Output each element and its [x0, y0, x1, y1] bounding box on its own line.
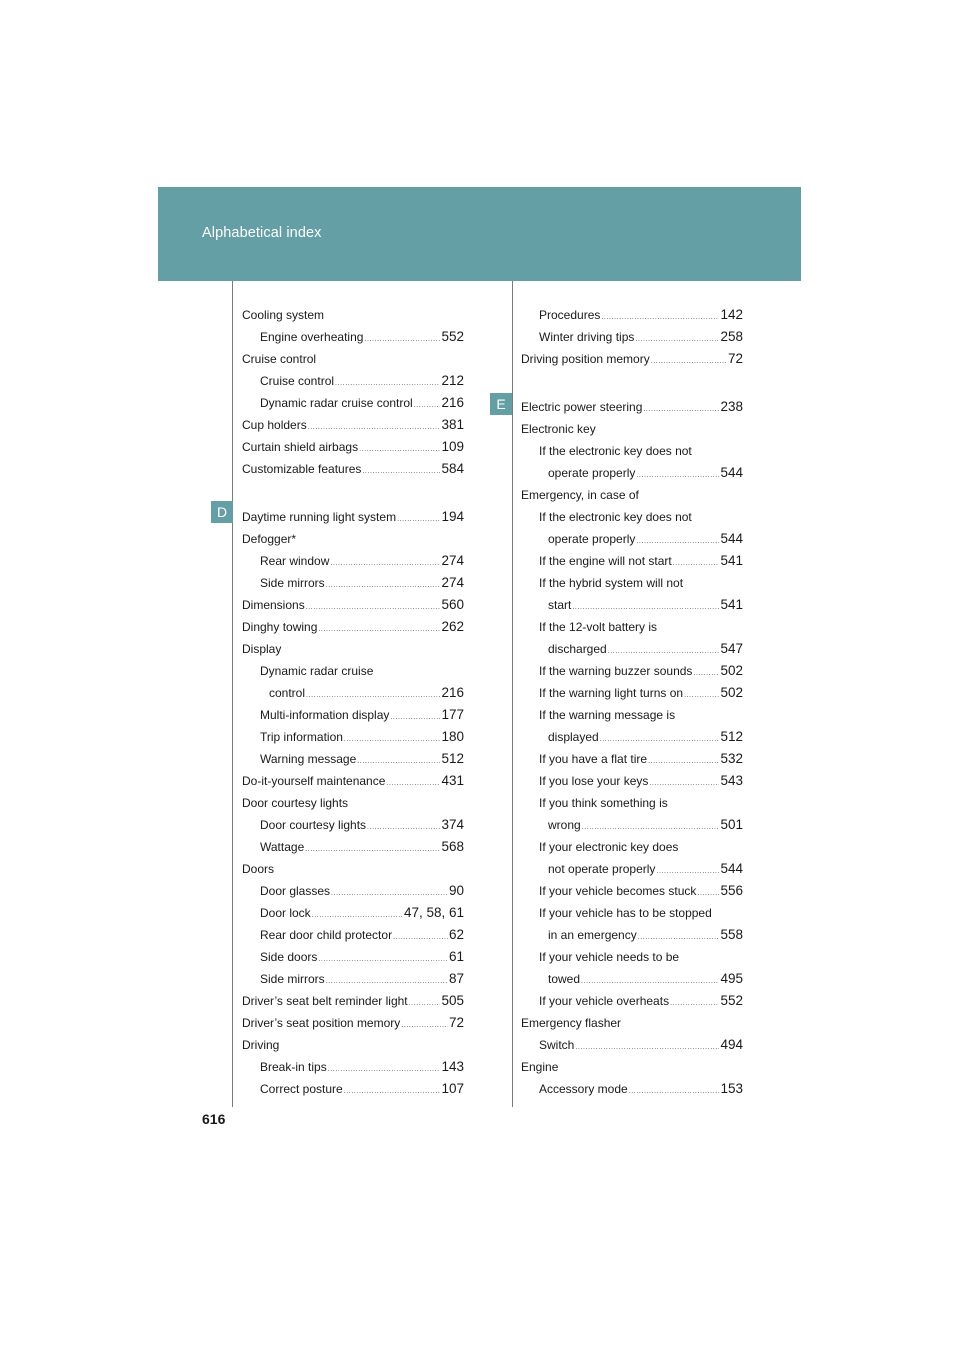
index-entry	[521, 726, 743, 748]
index-entry	[521, 440, 743, 462]
dot-leader	[359, 446, 440, 453]
index-entry-text: Doors	[242, 862, 275, 876]
index-entry-text: discharged	[548, 642, 607, 656]
index-page-ref[interactable]: 274	[441, 575, 464, 590]
index-page-ref[interactable]: 568	[441, 839, 464, 854]
dot-leader	[326, 978, 448, 985]
page-number: 616	[202, 1111, 226, 1127]
index-entry	[242, 594, 464, 616]
index-page-ref[interactable]: 62	[448, 927, 464, 942]
dot-leader	[649, 780, 719, 787]
index-page-ref[interactable]: 381	[441, 417, 464, 432]
index-page-ref[interactable]: 212	[441, 373, 464, 388]
index-entry	[242, 458, 464, 480]
index-page-ref[interactable]: 512	[441, 751, 464, 766]
index-entry-text: Switch	[539, 1038, 575, 1052]
index-entry-text: Electronic key	[521, 422, 596, 436]
index-entry	[242, 880, 464, 902]
index-entry	[521, 792, 743, 814]
dot-leader	[364, 336, 440, 343]
index-entry-text: Display	[242, 642, 282, 656]
index-page-ref[interactable]: 153	[720, 1081, 743, 1096]
index-page-ref[interactable]: 541	[720, 553, 743, 568]
index-entry	[242, 814, 464, 836]
index-page-ref[interactable]: 560	[441, 597, 464, 612]
index-entry	[521, 1056, 743, 1078]
dot-leader	[636, 472, 719, 479]
index-page-ref[interactable]: 431	[441, 773, 464, 788]
index-entry	[242, 616, 464, 638]
dot-leader	[318, 956, 448, 963]
index-page-ref[interactable]: 274	[441, 553, 464, 568]
index-page-ref[interactable]: 544	[720, 861, 743, 876]
index-entry-text: Multi-information display	[260, 708, 390, 722]
center-column-rule	[512, 281, 513, 1107]
dot-leader	[629, 1088, 720, 1095]
index-entry-text: Dynamic radar cruise	[260, 664, 374, 678]
index-entry-text: If the electronic key does not	[539, 444, 692, 458]
index-entry-text: operate properly	[548, 466, 636, 480]
dot-leader	[648, 758, 719, 765]
index-entry-text: Do-it-yourself maintenance	[242, 774, 386, 788]
index-entry-text: Break-in tips	[260, 1060, 327, 1074]
index-entry-text: If the warning message is	[539, 708, 676, 722]
index-entry-text: displayed	[548, 730, 599, 744]
index-entry	[521, 326, 743, 348]
index-entry	[242, 326, 464, 348]
index-entry-text: wrong	[548, 818, 581, 832]
dot-leader	[306, 604, 441, 611]
index-entry	[242, 1034, 464, 1056]
dot-leader	[390, 714, 440, 721]
index-entry-text: Driving	[242, 1038, 280, 1052]
index-page-ref[interactable]: 180	[441, 729, 464, 744]
index-entry	[242, 990, 464, 1012]
dot-leader	[409, 1000, 441, 1007]
dot-leader	[344, 1088, 441, 1095]
index-entry-text: Engine	[521, 1060, 559, 1074]
index-entry	[242, 748, 464, 770]
dot-leader	[600, 736, 720, 743]
index-entry-text: If the 12-volt battery is	[539, 620, 658, 634]
index-entry	[521, 484, 743, 506]
index-entry	[521, 396, 743, 418]
index-entry	[242, 858, 464, 880]
index-page-ref[interactable]: 502	[720, 663, 743, 678]
section-gap	[521, 370, 743, 396]
index-entry-text: Side doors	[260, 950, 318, 964]
index-page-ref[interactable]: 142	[720, 307, 743, 322]
index-entry	[242, 704, 464, 726]
index-entry	[521, 968, 743, 990]
index-entry	[521, 1078, 743, 1100]
section-tab-e: E	[490, 393, 512, 415]
index-entry-text: Rear door child protector	[260, 928, 393, 942]
index-entry	[521, 1012, 743, 1034]
index-entry	[242, 682, 464, 704]
index-page-ref[interactable]: 544	[720, 531, 743, 546]
index-page-ref[interactable]: 238	[720, 399, 743, 414]
index-page-ref[interactable]: 87	[448, 971, 464, 986]
index-entry	[242, 436, 464, 458]
index-entry-text: If your vehicle overheats	[539, 994, 670, 1008]
dot-leader	[397, 516, 440, 523]
index-entry	[521, 1034, 743, 1056]
index-entry-text: If the warning light turns on	[539, 686, 684, 700]
left-column-rule	[232, 281, 233, 1107]
dot-leader	[673, 560, 720, 567]
index-page-ref[interactable]: 47, 58, 61	[403, 905, 464, 920]
index-entry-text: If you lose your keys	[539, 774, 649, 788]
index-entry	[521, 858, 743, 880]
index-entry-text: If the warning buzzer sounds	[539, 664, 693, 678]
index-entry-text: Trip information	[260, 730, 343, 744]
index-entry	[521, 462, 743, 484]
index-entry-text: Customizable features	[242, 462, 362, 476]
index-page-ref[interactable]: 584	[441, 461, 464, 476]
index-entry-text: Emergency flasher	[521, 1016, 622, 1030]
index-entry	[242, 1056, 464, 1078]
index-entry-text: start	[548, 598, 572, 612]
index-page-ref[interactable]: 494	[720, 1037, 743, 1052]
index-page-ref[interactable]: 61	[448, 949, 464, 964]
index-entry-text: Driver’s seat position memory	[242, 1016, 401, 1030]
dot-leader	[308, 424, 441, 431]
index-entry-text: Procedures	[539, 308, 601, 322]
section-tab-d: D	[211, 501, 233, 523]
index-page-ref[interactable]: 109	[441, 439, 464, 454]
index-page-ref[interactable]: 543	[720, 773, 743, 788]
index-page-ref[interactable]: 532	[720, 751, 743, 766]
dot-leader	[582, 824, 720, 831]
page-header	[158, 187, 801, 281]
index-entry	[242, 1078, 464, 1100]
index-column-right	[521, 304, 743, 1100]
dot-leader	[651, 358, 727, 365]
index-entry	[242, 572, 464, 594]
index-entry	[521, 880, 743, 902]
dot-leader	[331, 890, 448, 897]
index-entry-text: Curtain shield airbags	[242, 440, 359, 454]
dot-leader	[305, 846, 440, 853]
index-entry	[242, 946, 464, 968]
index-entry-text: Dimensions	[242, 598, 305, 612]
index-entry-text: If your vehicle has to be stopped	[539, 906, 712, 920]
index-entry	[242, 506, 464, 528]
dot-leader	[386, 780, 440, 787]
dot-leader	[608, 648, 720, 655]
index-entry-text: Door lock	[260, 906, 311, 920]
index-entry	[521, 506, 743, 528]
index-entry-text: If the hybrid system will not	[539, 576, 684, 590]
dot-leader	[393, 934, 448, 941]
index-entry-text: If your electronic key does	[539, 840, 679, 854]
index-entry-text: If the electronic key does not	[539, 510, 692, 524]
index-entry-text: Door courtesy lights	[260, 818, 367, 832]
dot-leader	[335, 380, 440, 387]
index-entry	[521, 990, 743, 1012]
index-entry-text: control	[269, 686, 306, 700]
index-entry	[242, 348, 464, 370]
index-page-ref[interactable]: 544	[720, 465, 743, 480]
index-page-ref[interactable]: 107	[441, 1081, 464, 1096]
index-entry	[242, 550, 464, 572]
index-page-ref[interactable]: 262	[441, 619, 464, 634]
index-entry	[242, 726, 464, 748]
index-entry	[521, 704, 743, 726]
index-entry	[521, 946, 743, 968]
header-title: Alphabetical index	[202, 225, 322, 241]
index-page-ref[interactable]: 541	[720, 597, 743, 612]
index-entry-text: Wattage	[260, 840, 305, 854]
index-entry-text: Accessory mode	[539, 1082, 628, 1096]
dot-leader	[401, 1022, 448, 1029]
index-entry-text: If your vehicle becomes stuck	[539, 884, 697, 898]
index-page-ref[interactable]: 552	[441, 329, 464, 344]
index-entry	[242, 792, 464, 814]
index-page-ref[interactable]: 143	[441, 1059, 464, 1074]
index-entry	[521, 550, 743, 572]
index-entry-text: in an emergency	[548, 928, 637, 942]
index-entry-text: Cooling system	[242, 308, 325, 322]
index-page-ref[interactable]: 90	[448, 883, 464, 898]
dot-leader	[693, 670, 719, 677]
dot-leader	[362, 468, 440, 475]
index-entry	[521, 814, 743, 836]
dot-leader	[635, 336, 719, 343]
index-page-ref[interactable]: 258	[720, 329, 743, 344]
index-entry	[521, 748, 743, 770]
dot-leader	[330, 560, 440, 567]
index-entry-text: Driving position memory	[521, 352, 650, 366]
dot-leader	[670, 1000, 719, 1007]
index-column-left	[242, 304, 464, 1100]
index-entry	[521, 924, 743, 946]
index-entry	[242, 770, 464, 792]
index-page-ref[interactable]: 552	[720, 993, 743, 1008]
dot-leader	[414, 402, 441, 409]
dot-leader	[326, 582, 441, 589]
section-gap	[242, 480, 464, 506]
index-page-ref[interactable]: 194	[441, 509, 464, 524]
index-entry	[521, 638, 743, 660]
index-entry-text: Cruise control	[242, 352, 317, 366]
index-page-ref[interactable]: 512	[720, 729, 743, 744]
index-entry-text: If the engine will not start	[539, 554, 672, 568]
dot-leader	[318, 626, 440, 633]
dot-leader	[636, 538, 719, 545]
index-page-ref[interactable]: 374	[441, 817, 464, 832]
index-entry	[242, 414, 464, 436]
dot-leader	[306, 692, 440, 699]
index-entry-text: Emergency, in case of	[521, 488, 639, 502]
index-entry	[242, 304, 464, 326]
dot-leader	[328, 1066, 441, 1073]
index-entry	[242, 370, 464, 392]
dot-leader	[656, 868, 719, 875]
index-entry-text: Warning message	[260, 752, 357, 766]
dot-leader	[643, 406, 719, 413]
index-entry-text: towed	[548, 972, 581, 986]
index-page-ref[interactable]: 72	[727, 351, 743, 366]
index-entry	[242, 392, 464, 414]
index-entry-text: Cup holders	[242, 418, 307, 432]
index-entry	[521, 304, 743, 326]
dot-leader	[344, 736, 441, 743]
dot-leader	[367, 824, 440, 831]
index-entry	[521, 770, 743, 792]
index-entry	[242, 1012, 464, 1034]
index-entry-text: Dynamic radar cruise control	[260, 396, 413, 410]
index-entry	[242, 968, 464, 990]
index-page-ref[interactable]: 216	[441, 685, 464, 700]
index-entry-text: Winter driving tips	[539, 330, 635, 344]
index-entry-text: Door glasses	[260, 884, 331, 898]
index-page-ref[interactable]: 501	[720, 817, 743, 832]
dot-leader	[638, 934, 720, 941]
index-entry	[521, 682, 743, 704]
index-page-ref[interactable]: 556	[720, 883, 743, 898]
index-entry-text: Driver’s seat belt reminder light	[242, 994, 408, 1008]
index-entry	[242, 660, 464, 682]
index-page-ref[interactable]: 547	[720, 641, 743, 656]
index-page-ref[interactable]: 72	[448, 1015, 464, 1030]
dot-leader	[312, 912, 403, 919]
index-page-ref[interactable]: 495	[720, 971, 743, 986]
index-entry	[521, 594, 743, 616]
index-entry-text: Daytime running light system	[242, 510, 397, 524]
index-page-ref[interactable]: 216	[441, 395, 464, 410]
index-entry	[521, 616, 743, 638]
index-entry	[521, 418, 743, 440]
dot-leader	[575, 1044, 719, 1051]
index-entry-text: If your vehicle needs to be	[539, 950, 680, 964]
dot-leader	[684, 692, 719, 699]
index-entry	[521, 902, 743, 924]
index-entry	[242, 528, 464, 550]
index-entry-text: Rear window	[260, 554, 330, 568]
dot-leader	[357, 758, 440, 765]
index-entry	[242, 902, 464, 924]
index-entry-text: If you think something is	[539, 796, 668, 810]
dot-leader	[601, 314, 719, 321]
index-entry-text: Side mirrors	[260, 576, 325, 590]
index-entry-text: not operate properly	[548, 862, 656, 876]
index-entry-text: Defogger*	[242, 532, 297, 546]
index-entry	[242, 638, 464, 660]
index-entry	[521, 348, 743, 370]
index-entry-text: Correct posture	[260, 1082, 343, 1096]
index-entry-text: Door courtesy lights	[242, 796, 349, 810]
dot-leader	[581, 978, 719, 985]
dot-leader	[572, 604, 719, 611]
index-page-ref[interactable]: 177	[441, 707, 464, 722]
index-entry	[521, 528, 743, 550]
index-entry-text: Engine overheating	[260, 330, 364, 344]
index-entry-text: Electric power steering	[521, 400, 643, 414]
index-entry-text: Cruise control	[260, 374, 335, 388]
dot-leader	[697, 890, 719, 897]
index-entry	[521, 572, 743, 594]
index-entry	[521, 660, 743, 682]
index-entry	[521, 836, 743, 858]
index-page-ref[interactable]: 502	[720, 685, 743, 700]
index-entry-text: operate properly	[548, 532, 636, 546]
index-entry-text: Dinghy towing	[242, 620, 318, 634]
index-page-ref[interactable]: 558	[720, 927, 743, 942]
index-entry-text: If you have a flat tire	[539, 752, 648, 766]
index-entry	[242, 924, 464, 946]
index-page-ref[interactable]: 505	[441, 993, 464, 1008]
index-entry-text: Side mirrors	[260, 972, 325, 986]
index-entry	[242, 836, 464, 858]
